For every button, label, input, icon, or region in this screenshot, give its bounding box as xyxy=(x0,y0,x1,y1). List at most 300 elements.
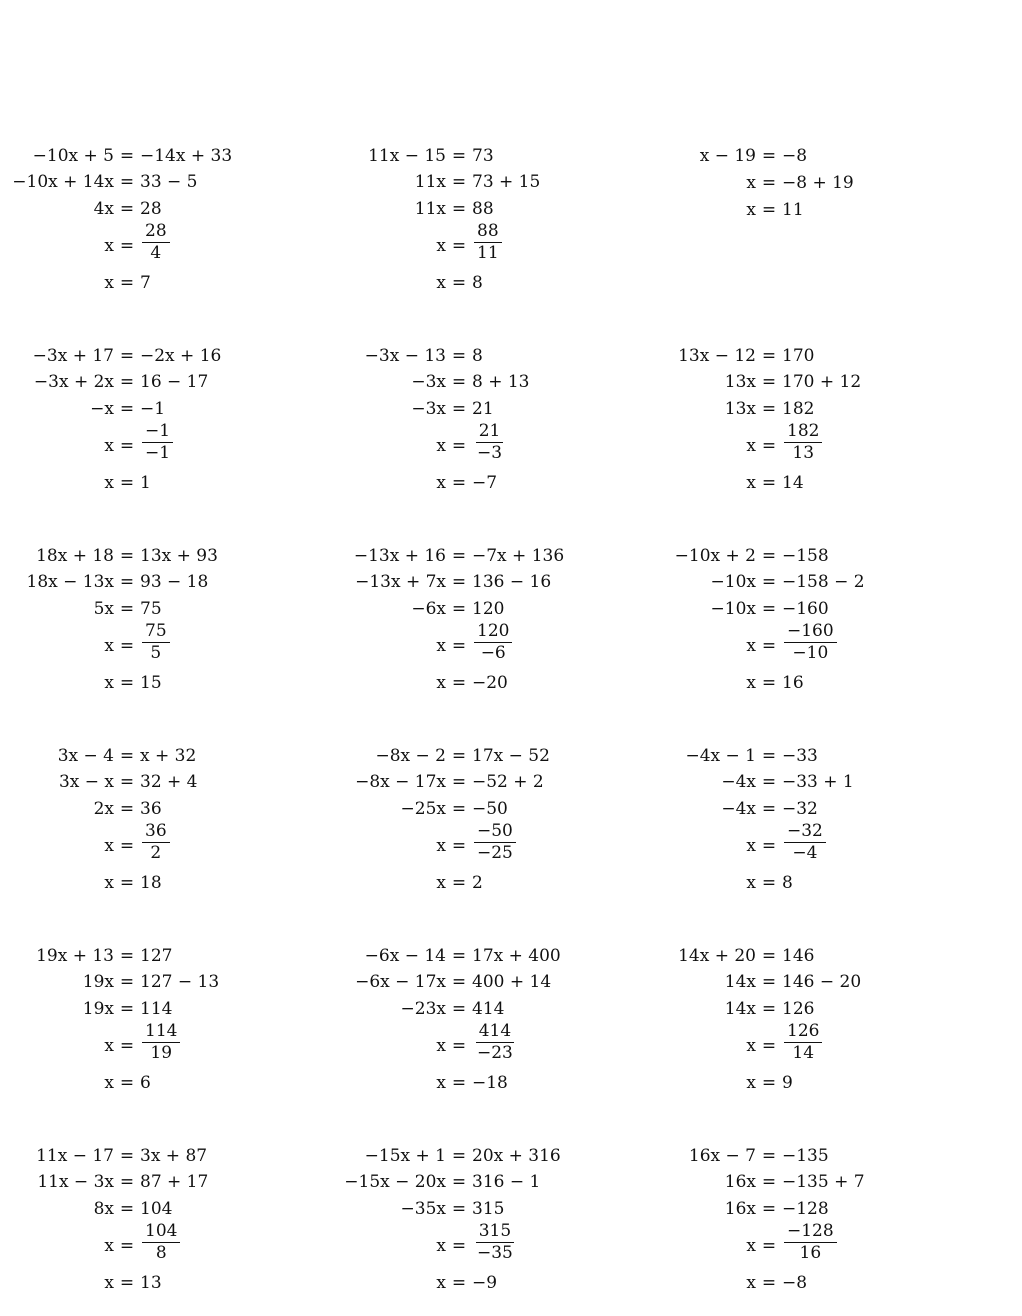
fraction-numerator: 28 xyxy=(142,222,170,243)
equals-sign: = xyxy=(451,399,467,419)
fraction xyxy=(784,1222,837,1263)
fraction xyxy=(142,422,173,463)
step-lhs: x xyxy=(436,673,446,693)
step-rhs: −135 xyxy=(782,1146,829,1166)
step-rhs: −7 xyxy=(472,473,498,493)
step-lhs: 18x + 18 xyxy=(36,546,114,566)
fraction-denominator: −35 xyxy=(477,1243,513,1263)
step-lhs: −3x − 13 xyxy=(364,346,446,366)
step-lhs: 3x − 4 xyxy=(57,746,114,766)
step-rhs xyxy=(782,822,826,863)
step-rhs: 7 xyxy=(140,273,151,293)
equals-sign: = xyxy=(761,972,777,992)
step-lhs: 11x − 17 xyxy=(36,1146,114,1166)
fraction-denominator: −23 xyxy=(477,1043,513,1063)
fraction-denominator: 5 xyxy=(150,643,162,663)
equals-sign: = xyxy=(761,673,777,693)
fraction-denominator: 11 xyxy=(477,243,499,263)
step-rhs: 11 xyxy=(782,200,804,220)
step-rhs: 88 xyxy=(472,199,494,219)
step-lhs: −10x + 2 xyxy=(674,546,756,566)
equals-sign: = xyxy=(761,772,777,792)
equals-sign: = xyxy=(451,172,467,192)
step-rhs: 146 − 20 xyxy=(782,972,862,992)
equals-sign: = xyxy=(451,1199,467,1219)
fraction-numerator: 315 xyxy=(476,1222,514,1243)
equals-sign: = xyxy=(761,1273,777,1293)
equals-sign: = xyxy=(119,546,135,566)
equals-sign: = xyxy=(451,946,467,966)
step-lhs: x xyxy=(436,1273,446,1293)
fraction-numerator: 75 xyxy=(142,622,170,643)
step-lhs: x xyxy=(104,836,114,856)
fraction-denominator: −6 xyxy=(480,643,506,663)
step-rhs xyxy=(782,1022,822,1063)
fraction-numerator: 414 xyxy=(476,1022,514,1043)
fraction-denominator: 19 xyxy=(150,1043,173,1063)
step-lhs: −6x − 17x xyxy=(355,972,446,992)
fraction-denominator: 2 xyxy=(150,843,162,863)
step-lhs: x xyxy=(104,1073,114,1093)
step-rhs: 75 xyxy=(140,599,162,619)
step-rhs xyxy=(782,622,837,663)
equals-sign: = xyxy=(451,473,467,493)
equals-sign: = xyxy=(119,346,135,366)
fraction-denominator: 4 xyxy=(150,243,162,263)
step-rhs: −18 xyxy=(472,1073,508,1093)
step-lhs: −10x xyxy=(710,572,756,592)
step-lhs: x xyxy=(104,636,114,656)
step-rhs: 16 xyxy=(782,673,804,693)
equals-sign: = xyxy=(761,200,777,220)
step-rhs xyxy=(140,1022,180,1063)
step-lhs: 19x xyxy=(82,999,114,1019)
fraction-numerator: 126 xyxy=(784,1022,822,1043)
equals-sign: = xyxy=(451,346,467,366)
fraction-numerator: 104 xyxy=(142,1222,180,1243)
equals-sign: = xyxy=(451,636,467,656)
equals-sign: = xyxy=(761,1236,777,1256)
step-rhs: 3x + 87 xyxy=(140,1146,208,1166)
step-rhs: 6 xyxy=(140,1073,151,1093)
step-lhs: −3x xyxy=(411,372,446,392)
step-lhs: x xyxy=(436,273,446,293)
equals-sign: = xyxy=(119,172,135,192)
step-lhs: −35x xyxy=(400,1199,446,1219)
fraction-numerator: −1 xyxy=(142,422,173,443)
step-rhs: 170 + 12 xyxy=(782,372,862,392)
step-lhs: x xyxy=(436,873,446,893)
step-rhs: 20x + 316 xyxy=(472,1146,561,1166)
step-rhs: 414 xyxy=(472,999,505,1019)
equals-sign: = xyxy=(761,1199,777,1219)
equals-sign: = xyxy=(761,1073,777,1093)
step-rhs: 316 − 1 xyxy=(472,1172,541,1192)
equals-sign: = xyxy=(451,836,467,856)
step-lhs: 11x − 15 xyxy=(368,146,446,166)
equals-sign: = xyxy=(119,599,135,619)
equals-sign: = xyxy=(761,546,777,566)
equals-sign: = xyxy=(119,1236,135,1256)
equals-sign: = xyxy=(451,1036,467,1056)
equals-sign: = xyxy=(119,946,135,966)
step-lhs: x xyxy=(436,1073,446,1093)
equals-sign: = xyxy=(119,799,135,819)
fraction-numerator: −50 xyxy=(474,822,516,843)
step-lhs: 11x − 3x xyxy=(37,1172,114,1192)
step-rhs: 120 xyxy=(472,599,505,619)
step-rhs: 17x − 52 xyxy=(472,746,550,766)
step-lhs: 19x + 13 xyxy=(36,946,114,966)
step-rhs: 127 xyxy=(140,946,173,966)
step-lhs: −6x xyxy=(411,599,446,619)
step-lhs: x xyxy=(104,673,114,693)
step-rhs: 9 xyxy=(782,1073,793,1093)
step-rhs: 18 xyxy=(140,873,162,893)
step-lhs: x xyxy=(746,200,756,220)
equals-sign: = xyxy=(761,999,777,1019)
fraction-numerator: −128 xyxy=(784,1222,837,1243)
equals-sign: = xyxy=(761,836,777,856)
equals-sign: = xyxy=(761,946,777,966)
step-lhs: x xyxy=(746,873,756,893)
step-lhs: −3x xyxy=(411,399,446,419)
equals-sign: = xyxy=(451,1073,467,1093)
step-rhs: −2x + 16 xyxy=(140,346,222,366)
step-lhs: x xyxy=(746,173,756,193)
equals-sign: = xyxy=(451,273,467,293)
step-lhs: −3x + 17 xyxy=(32,346,114,366)
equals-sign: = xyxy=(761,1036,777,1056)
step-lhs: 13x − 12 xyxy=(678,346,756,366)
fraction xyxy=(474,1222,516,1263)
step-lhs: x xyxy=(746,1273,756,1293)
equals-sign: = xyxy=(451,673,467,693)
step-lhs: x xyxy=(746,673,756,693)
equals-sign: = xyxy=(451,436,467,456)
step-rhs xyxy=(472,1022,516,1063)
equals-sign: = xyxy=(451,972,467,992)
step-rhs: −8 xyxy=(782,1273,808,1293)
equals-sign: = xyxy=(451,1146,467,1166)
fraction-denominator: 13 xyxy=(792,443,815,463)
step-rhs: 73 + 15 xyxy=(472,172,541,192)
step-lhs: x xyxy=(746,636,756,656)
step-rhs: 13x + 93 xyxy=(140,546,218,566)
equals-sign: = xyxy=(761,599,777,619)
equals-sign: = xyxy=(761,1146,777,1166)
step-rhs: −33 xyxy=(782,746,818,766)
step-rhs: 14 xyxy=(782,473,804,493)
step-lhs: x xyxy=(104,473,114,493)
fraction xyxy=(142,1022,180,1063)
step-rhs: −20 xyxy=(472,673,508,693)
step-lhs: 13x xyxy=(724,372,756,392)
step-rhs xyxy=(472,1222,516,1263)
step-rhs: 32 + 4 xyxy=(140,772,198,792)
step-rhs: 73 xyxy=(472,146,494,166)
step-lhs: −13x + 16 xyxy=(353,546,446,566)
step-lhs: −10x + 5 xyxy=(32,146,114,166)
step-rhs: −135 + 7 xyxy=(782,1172,865,1192)
equals-sign: = xyxy=(761,399,777,419)
equals-sign: = xyxy=(119,572,135,592)
step-rhs: 136 − 16 xyxy=(472,572,552,592)
equals-sign: = xyxy=(451,599,467,619)
step-rhs: 36 xyxy=(140,799,162,819)
step-lhs: 13x xyxy=(724,399,756,419)
step-lhs: −8x − 2 xyxy=(375,746,446,766)
step-lhs: 14x xyxy=(724,972,756,992)
step-rhs: 8 + 13 xyxy=(472,372,530,392)
step-rhs: 146 xyxy=(782,946,815,966)
equals-sign: = xyxy=(451,1172,467,1192)
step-lhs: 16x xyxy=(724,1172,756,1192)
equals-sign: = xyxy=(451,572,467,592)
equals-sign: = xyxy=(119,1146,135,1166)
step-lhs: −8x − 17x xyxy=(355,772,446,792)
fraction-denominator: 8 xyxy=(155,1243,167,1263)
step-lhs: x xyxy=(436,473,446,493)
step-lhs: x xyxy=(436,1236,446,1256)
step-lhs: x xyxy=(104,1036,114,1056)
equals-sign: = xyxy=(119,636,135,656)
equals-sign: = xyxy=(119,1036,135,1056)
step-rhs: 170 xyxy=(782,346,815,366)
step-lhs: 14x + 20 xyxy=(678,946,756,966)
equals-sign: = xyxy=(119,1073,135,1093)
step-rhs: −7x + 136 xyxy=(472,546,565,566)
equals-sign: = xyxy=(451,199,467,219)
equals-sign: = xyxy=(119,199,135,219)
step-rhs: 21 xyxy=(472,399,494,419)
step-rhs: 182 xyxy=(782,399,815,419)
step-rhs: −14x + 33 xyxy=(140,146,233,166)
fraction xyxy=(474,822,516,863)
equals-sign: = xyxy=(119,399,135,419)
step-lhs: x xyxy=(436,836,446,856)
fraction-numerator: 88 xyxy=(474,222,502,243)
equals-sign: = xyxy=(761,372,777,392)
step-rhs: 8 xyxy=(472,273,483,293)
step-lhs: 2x xyxy=(93,799,114,819)
equals-sign: = xyxy=(761,746,777,766)
step-lhs: −10x xyxy=(710,599,756,619)
step-lhs: x xyxy=(104,236,114,256)
fraction xyxy=(474,1022,516,1063)
step-rhs: −160 xyxy=(782,599,829,619)
fraction xyxy=(474,422,505,463)
step-rhs: −33 + 1 xyxy=(782,772,854,792)
fraction xyxy=(784,422,822,463)
equals-sign: = xyxy=(761,1172,777,1192)
step-lhs: 4x xyxy=(93,199,114,219)
step-rhs xyxy=(472,222,502,263)
fraction-denominator: −25 xyxy=(477,843,513,863)
fraction xyxy=(784,822,826,863)
equals-sign: = xyxy=(119,873,135,893)
equals-sign: = xyxy=(119,1172,135,1192)
step-rhs: −50 xyxy=(472,799,508,819)
step-lhs: x xyxy=(746,1036,756,1056)
fraction-denominator: −10 xyxy=(792,643,829,663)
equals-sign: = xyxy=(451,1236,467,1256)
step-lhs: 16x xyxy=(724,1199,756,1219)
step-lhs: x xyxy=(104,273,114,293)
equals-sign: = xyxy=(119,236,135,256)
fraction-denominator: 14 xyxy=(792,1043,815,1063)
step-lhs: 11x xyxy=(414,199,446,219)
fraction-denominator: 16 xyxy=(799,1243,822,1263)
equals-sign: = xyxy=(761,799,777,819)
equals-sign: = xyxy=(451,873,467,893)
step-rhs xyxy=(472,422,505,463)
fraction-numerator: −32 xyxy=(784,822,826,843)
fraction-denominator: −3 xyxy=(477,443,503,463)
step-lhs: 8x xyxy=(93,1199,114,1219)
step-lhs: x xyxy=(104,873,114,893)
step-lhs: 3x − x xyxy=(58,772,114,792)
equals-sign: = xyxy=(451,546,467,566)
equals-sign: = xyxy=(761,146,777,166)
equals-sign: = xyxy=(761,572,777,592)
fraction-numerator: 36 xyxy=(142,822,170,843)
fraction xyxy=(142,822,170,863)
fraction-denominator: −1 xyxy=(145,443,171,463)
step-rhs xyxy=(140,422,173,463)
step-rhs xyxy=(140,822,170,863)
step-lhs: x xyxy=(436,236,446,256)
step-rhs: 8 xyxy=(472,346,483,366)
step-rhs: x + 32 xyxy=(140,746,197,766)
step-lhs: −4x − 1 xyxy=(685,746,756,766)
equals-sign: = xyxy=(119,673,135,693)
equals-sign: = xyxy=(761,636,777,656)
step-lhs: 11x xyxy=(414,172,446,192)
step-lhs: −25x xyxy=(400,799,446,819)
equals-sign: = xyxy=(761,473,777,493)
step-lhs: −6x − 14 xyxy=(364,946,446,966)
step-rhs: 127 − 13 xyxy=(140,972,220,992)
step-rhs xyxy=(140,222,170,263)
equals-sign: = xyxy=(119,999,135,1019)
equals-sign: = xyxy=(119,1273,135,1293)
step-lhs: x xyxy=(104,436,114,456)
equals-sign: = xyxy=(119,836,135,856)
step-lhs: x − 19 xyxy=(699,146,756,166)
step-lhs: 5x xyxy=(93,599,114,619)
fraction xyxy=(142,1222,180,1263)
equals-sign: = xyxy=(119,972,135,992)
fraction xyxy=(142,622,170,663)
step-lhs: x xyxy=(746,473,756,493)
equals-sign: = xyxy=(451,1273,467,1293)
step-rhs: −158 − 2 xyxy=(782,572,865,592)
step-rhs: 400 + 14 xyxy=(472,972,552,992)
step-rhs: −8 xyxy=(782,146,808,166)
fraction-denominator: −4 xyxy=(792,843,818,863)
equals-sign: = xyxy=(119,146,135,166)
step-rhs xyxy=(472,622,512,663)
step-rhs: 1 xyxy=(140,473,151,493)
step-lhs: −15x − 20x xyxy=(344,1172,446,1192)
step-lhs: x xyxy=(746,836,756,856)
step-rhs: −1 xyxy=(140,399,166,419)
step-lhs: 19x xyxy=(82,972,114,992)
step-rhs: −52 + 2 xyxy=(472,772,544,792)
fraction xyxy=(784,622,837,663)
equals-sign: = xyxy=(119,746,135,766)
step-rhs: 33 − 5 xyxy=(140,172,198,192)
step-lhs: x xyxy=(436,436,446,456)
step-rhs: −158 xyxy=(782,546,829,566)
step-rhs: 93 − 18 xyxy=(140,572,209,592)
step-rhs: 114 xyxy=(140,999,173,1019)
step-rhs xyxy=(782,1222,837,1263)
step-rhs xyxy=(140,1222,180,1263)
fraction xyxy=(784,1022,822,1063)
step-rhs: 104 xyxy=(140,1199,173,1219)
step-rhs xyxy=(140,622,170,663)
step-rhs xyxy=(782,422,822,463)
equals-sign: = xyxy=(451,236,467,256)
step-lhs: −13x + 7x xyxy=(355,572,446,592)
step-rhs: −32 xyxy=(782,799,818,819)
equals-sign: = xyxy=(451,799,467,819)
equals-sign: = xyxy=(119,372,135,392)
equals-sign: = xyxy=(451,146,467,166)
step-lhs: x xyxy=(436,1036,446,1056)
equals-sign: = xyxy=(119,1199,135,1219)
step-lhs: x xyxy=(746,1236,756,1256)
step-lhs: x xyxy=(104,1236,114,1256)
fraction-numerator: 182 xyxy=(784,422,822,443)
fraction xyxy=(474,622,512,663)
step-rhs: 315 xyxy=(472,1199,505,1219)
equals-sign: = xyxy=(119,473,135,493)
step-rhs: 87 + 17 xyxy=(140,1172,209,1192)
step-rhs: 15 xyxy=(140,673,162,693)
step-rhs: 16 − 17 xyxy=(140,372,209,392)
step-lhs: −10x + 14x xyxy=(12,172,114,192)
equals-sign: = xyxy=(451,772,467,792)
equals-sign: = xyxy=(761,346,777,366)
equals-sign: = xyxy=(761,173,777,193)
step-rhs: 28 xyxy=(140,199,162,219)
fraction-numerator: 120 xyxy=(474,622,512,643)
equals-sign: = xyxy=(119,772,135,792)
equals-sign: = xyxy=(761,436,777,456)
equals-sign: = xyxy=(451,746,467,766)
step-lhs: x xyxy=(436,636,446,656)
step-rhs: 2 xyxy=(472,873,483,893)
step-rhs: 17x + 400 xyxy=(472,946,561,966)
step-rhs: 126 xyxy=(782,999,815,1019)
equals-sign: = xyxy=(119,436,135,456)
fraction-numerator: 114 xyxy=(142,1022,180,1043)
step-lhs: −23x xyxy=(400,999,446,1019)
step-rhs: 13 xyxy=(140,1273,162,1293)
step-rhs: −128 xyxy=(782,1199,829,1219)
equals-sign: = xyxy=(451,999,467,1019)
fraction xyxy=(142,222,170,263)
step-rhs: −9 xyxy=(472,1273,498,1293)
fraction-numerator: 21 xyxy=(476,422,504,443)
equals-sign: = xyxy=(451,372,467,392)
step-lhs: −4x xyxy=(721,799,756,819)
fraction-numerator: −160 xyxy=(784,622,837,643)
step-lhs: 16x − 7 xyxy=(688,1146,756,1166)
